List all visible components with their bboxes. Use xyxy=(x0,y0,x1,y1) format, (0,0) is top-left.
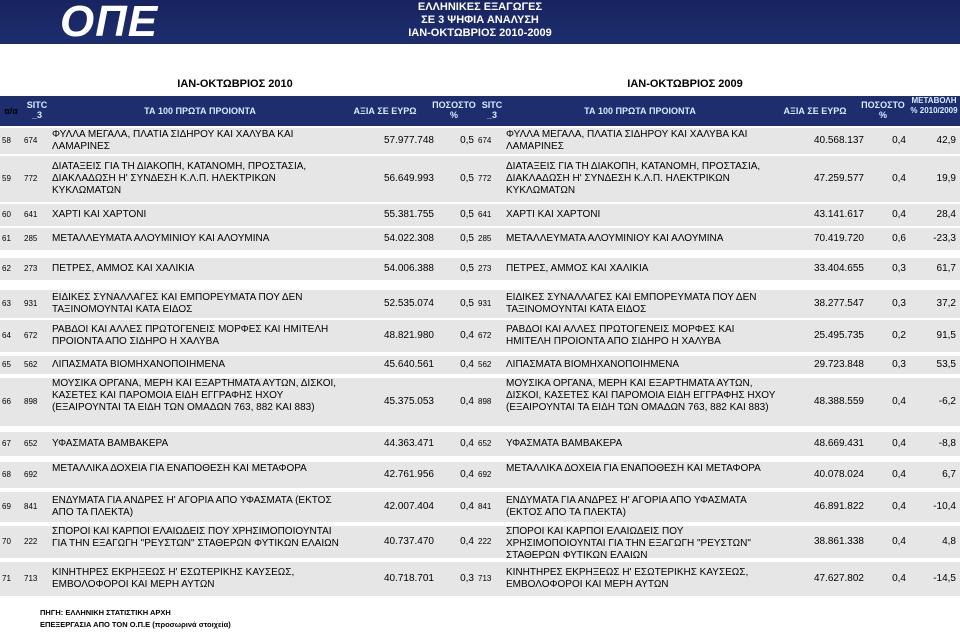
sitc-current-cell: 898 xyxy=(24,397,38,406)
value-previous-cell: 48.669.431 xyxy=(813,438,864,449)
product-current-cell: ΜΕΤΑΛΛΙΚΑ ΔΟΧΕΙΑ ΓΙΑ ΕΝΑΠΟΘΕΣΗ ΚΑΙ ΜΕΤΑΦΟΡΑ xyxy=(52,463,307,474)
sitc-current-cell: 222 xyxy=(24,537,38,546)
sitc-previous-cell: 898 xyxy=(478,397,492,406)
period-current-heading: ΙΑΝ-ΟΚΤΩΒΡΙΟΣ 2010 xyxy=(177,78,293,90)
product-current-cell: ΦΥΛΛΑ ΜΕΓΑΛΑ, ΠΛΑΤΙΑ ΣΙΔΗΡΟΥ ΚΑΙ ΧΑΛΥΒΑ ΚΑΙ ΛΑΜΑΡΙΝΕΣ xyxy=(52,129,294,152)
col-products-current: ΤΑ 100 ΠΡΩΤΑ ΠΡΟΙΟΝΤΑ xyxy=(144,106,256,116)
source-note: ΠΗΓΗ: ΕΛΛΗΝΙΚΗ ΣΤΑΤΙΣΤΙΚΗ ΑΡΧΗ xyxy=(40,608,171,617)
share-previous-cell: 0,3 xyxy=(892,263,906,274)
rank-cell: 70 xyxy=(2,537,11,546)
rank-cell: 71 xyxy=(2,574,11,583)
product-current-cell: ΕΝΔΥΜΑΤΑ ΓΙΑ ΑΝΔΡΕΣ Η' ΑΓΟΡΙΑ ΑΠΟ ΥΦΑΣΜΑΤΑ (ΕΚΤΟΣ ΑΠΟ ΤΑ ΠΛΕΚΤΑ) xyxy=(52,495,332,518)
rank-cell: 67 xyxy=(2,439,11,448)
value-current-cell: 42.007.404 xyxy=(383,501,434,512)
value-current-cell: 45.640.561 xyxy=(383,359,434,370)
change-cell: 28,4 xyxy=(936,209,956,220)
col-value-current: ΑΞΙΑ ΣΕ ΕΥΡΩ xyxy=(353,106,417,116)
change-cell: -14,5 xyxy=(933,573,956,584)
sitc-previous-cell: 692 xyxy=(478,470,492,479)
table-row xyxy=(0,258,960,280)
sitc-current-cell: 641 xyxy=(24,210,38,219)
change-cell: 53,5 xyxy=(936,359,956,370)
col-rank: α/α xyxy=(4,106,18,116)
change-cell: 42,9 xyxy=(936,135,956,146)
value-current-cell: 54.006.388 xyxy=(383,263,434,274)
product-previous-cell: ΜΕΤΑΛΛΕΥΜΑΤΑ ΑΛΟΥΜΙΝΙΟΥ ΚΑΙ ΑΛΟΥΜΙΝΑ xyxy=(506,233,724,244)
table-row xyxy=(0,204,960,226)
value-previous-cell: 70.419.720 xyxy=(813,233,864,244)
value-previous-cell: 29.723.848 xyxy=(813,359,864,370)
report-title: ΕΛΛΗΝΙΚΕΣ ΕΞΑΓΩΓΕΣ xyxy=(417,1,543,13)
share-current-cell: 0,4 xyxy=(460,536,474,547)
product-previous-cell: ΣΠΟΡΟΙ ΚΑΙ ΚΑΡΠΟΙ ΕΛΑΙΩΔΕΙΣ ΠΟΥ ΧΡΗΣΙΜΟΠΟΙΟΥΝΤΑΙ ΓΙΑ ΤΗΝ ΕΞΑΓΩΓΗ "ΡΕΥΣΤΩΝ" ΣΤΑΘΕΡΩΝ ΦΥΤΙΚΩΝ ΕΛΑΙΩΝ xyxy=(506,526,751,561)
share-previous-cell: 0,3 xyxy=(892,359,906,370)
rank-cell: 65 xyxy=(2,360,11,369)
table-row xyxy=(0,462,960,488)
product-current-cell: ΧΑΡΤΙ ΚΑΙ ΧΑΡΤΟΝΙ xyxy=(52,209,147,220)
value-previous-cell: 25.495.735 xyxy=(813,330,864,341)
processing-note: ΕΠΕΞΕΡΓΑΣΙΑ ΑΠΟ ΤΟΝ Ο.Π.Ε (προσωρινά στοιχεία) xyxy=(40,620,231,629)
col-share-current: ΠΟΣΟΣΤΟ % xyxy=(432,100,476,120)
share-previous-cell: 0,4 xyxy=(892,469,906,480)
value-current-cell: 57.977.748 xyxy=(383,135,434,146)
sitc-current-cell: 931 xyxy=(24,299,38,308)
change-cell: -23,3 xyxy=(933,233,956,244)
value-current-cell: 55.381.755 xyxy=(383,209,434,220)
share-previous-cell: 0,4 xyxy=(892,396,906,407)
col-sitc-previous: SITC _3 xyxy=(481,100,503,120)
change-cell: -8,8 xyxy=(938,438,956,449)
table-row xyxy=(0,562,960,596)
report-subtitle: ΣΕ 3 ΨΗΦΙΑ ΑΝΑΛΥΣΗ xyxy=(421,14,539,26)
share-previous-cell: 0,4 xyxy=(892,573,906,584)
value-current-cell: 48.821.980 xyxy=(383,330,434,341)
sitc-current-cell: 692 xyxy=(24,470,38,479)
rank-cell: 62 xyxy=(2,264,11,273)
value-current-cell: 40.718.701 xyxy=(383,573,434,584)
value-previous-cell: 33.404.655 xyxy=(813,263,864,274)
share-current-cell: 0,5 xyxy=(460,233,474,244)
value-previous-cell: 43.141.617 xyxy=(813,209,864,220)
table-row xyxy=(0,156,960,202)
share-current-cell: 0,5 xyxy=(460,263,474,274)
product-current-cell: ΔΙΑΤΑΞΕΙΣ ΓΙΑ ΤΗ ΔΙΑΚΟΠΗ, ΚΑΤΑΝΟΜΗ, ΠΡΟΣΤΑΣΙΑ, ΔΙΑΚΛΑΔΩΣΗ Η' ΣΥΝΔΕΣΗ Κ.Λ.Π. ΗΛΕΚΤΡΙΚΩΝ ΚΥΚΛΩΜΑΤΩΝ xyxy=(52,161,307,196)
sitc-previous-cell: 841 xyxy=(478,502,492,511)
sitc-current-cell: 674 xyxy=(24,136,38,145)
value-current-cell: 56.649.993 xyxy=(383,173,434,184)
col-change: ΜΕΤΑΒΟΛΗ % 2010/2009 xyxy=(910,96,958,115)
product-previous-cell: ΥΦΑΣΜΑΤΑ ΒΑΜΒΑΚΕΡΑ xyxy=(506,438,623,449)
sitc-current-cell: 652 xyxy=(24,439,38,448)
table-row xyxy=(0,228,960,250)
change-cell: 19,9 xyxy=(936,173,956,184)
product-previous-cell: ΚΙΝΗΤΗΡΕΣ ΕΚΡΗΞΕΩΣ Η' ΕΣΩΤΕΡΙΚΗΣ ΚΑΥΣΕΩΣ, ΕΜΒΟΛΟΦΟΡΟΙ ΚΑΙ ΜΕΡΗ ΑΥΤΩΝ xyxy=(506,567,749,590)
product-current-cell: ΠΕΤΡΕΣ, ΑΜΜΟΣ ΚΑΙ ΧΑΛΙΚΙΑ xyxy=(52,263,195,274)
product-current-cell: ΕΙΔΙΚΕΣ ΣΥΝΑΛΛΑΓΕΣ ΚΑΙ ΕΜΠΟΡΕΥΜΑΤΑ ΠΟΥ ΔΕΝ ΤΑΞΙΝΟΜΟΥΝΤΑΙ ΚΑΤΑ ΕΙΔΟΣ xyxy=(52,292,303,315)
value-previous-cell: 46.891.822 xyxy=(813,501,864,512)
sitc-previous-cell: 772 xyxy=(478,174,492,183)
share-current-cell: 0,4 xyxy=(460,396,474,407)
value-current-cell: 42.761.956 xyxy=(383,469,434,480)
share-previous-cell: 0,4 xyxy=(892,438,906,449)
product-current-cell: ΣΠΟΡΟΙ ΚΑΙ ΚΑΡΠΟΙ ΕΛΑΙΩΔΕΙΣ ΠΟΥ ΧΡΗΣΙΜΟΠΟΙΟΥΝΤΑΙ ΓΙΑ ΤΗΝ ΕΞΑΓΩΓΗ "ΡΕΥΣΤΩΝ" ΣΤΑΘΕΡΩΝ ΦΥΤΙΚΩΝ ΕΛΑΙΩΝ xyxy=(52,526,339,549)
product-previous-cell: ΕΝΔΥΜΑΤΑ ΓΙΑ ΑΝΔΡΕΣ Η' ΑΓΟΡΙΑ ΑΠΟ ΥΦΑΣΜΑΤΑ (ΕΚΤΟΣ ΑΠΟ ΤΑ ΠΛΕΚΤΑ) xyxy=(506,495,747,518)
value-previous-cell: 40.078.024 xyxy=(813,469,864,480)
share-previous-cell: 0,6 xyxy=(892,233,906,244)
sitc-current-cell: 285 xyxy=(24,234,38,243)
table-row xyxy=(0,320,960,352)
value-previous-cell: 47.259.577 xyxy=(813,173,864,184)
share-previous-cell: 0,4 xyxy=(892,209,906,220)
sitc-previous-cell: 672 xyxy=(478,331,492,340)
product-previous-cell: ΜΟΥΣΙΚΑ ΟΡΓΑΝΑ, ΜΕΡΗ ΚΑΙ ΕΞΑΡΤΗΜΑΤΑ ΑΥΤΩΝ, ΔΙΣΚΟΙ, ΚΑΣΕΤΕΣ ΚΑΙ ΠΑΡΟΜΟΙΑ ΕΙΔΗ ΕΓΓΡΑΦΗΣ ΗΧΟΥ (ΕΞΑΙΡΟΥΝΤΑΙ ΤΑ ΕΙΔΗ ΤΩΝ ΟΜΑΔΩΝ 763, 882 ΚΑΙ 883) xyxy=(506,378,776,413)
sitc-previous-cell: 652 xyxy=(478,439,492,448)
report-period: ΙΑΝ-ΟΚΤΩΒΡΙΟΣ 2010-2009 xyxy=(408,27,552,39)
col-products-previous: ΤΑ 100 ΠΡΩΤΑ ΠΡΟΙΟΝΤΑ xyxy=(584,106,696,116)
value-current-cell: 54.022.308 xyxy=(383,233,434,244)
sitc-previous-cell: 641 xyxy=(478,210,492,219)
change-cell: 61,7 xyxy=(936,263,956,274)
table-row xyxy=(0,492,960,522)
share-current-cell: 0,5 xyxy=(460,209,474,220)
share-current-cell: 0,5 xyxy=(460,173,474,184)
share-previous-cell: 0,4 xyxy=(892,536,906,547)
value-current-cell: 45.375.053 xyxy=(383,396,434,407)
product-previous-cell: ΧΑΡΤΙ ΚΑΙ ΧΑΡΤΟΝΙ xyxy=(506,209,601,220)
product-previous-cell: ΕΙΔΙΚΕΣ ΣΥΝΑΛΛΑΓΕΣ ΚΑΙ ΕΜΠΟΡΕΥΜΑΤΑ ΠΟΥ ΔΕΝ ΤΑΞΙΝΟΜΟΥΝΤΑΙ ΚΑΤΑ ΕΙΔΟΣ xyxy=(506,292,757,315)
rank-cell: 69 xyxy=(2,502,11,511)
share-current-cell: 0,5 xyxy=(460,298,474,309)
rank-cell: 59 xyxy=(2,174,11,183)
product-previous-cell: ΡΑΒΔΟΙ ΚΑΙ ΑΛΛΕΣ ΠΡΩΤΟΓΕΝΕΙΣ ΜΟΡΦΕΣ ΚΑΙ ΗΜΙΤΕΛΗ ΠΡΟΙΟΝΤΑ ΑΠΟ ΣΙΔΗΡΟ Η ΧΑΛΥΒΑ xyxy=(506,324,735,347)
sitc-current-cell: 772 xyxy=(24,174,38,183)
product-current-cell: ΜΟΥΣΙΚΑ ΟΡΓΑΝΑ, ΜΕΡΗ ΚΑΙ ΕΞΑΡΤΗΜΑΤΑ ΑΥΤΩΝ, ΔΙΣΚΟΙ, ΚΑΣΕΤΕΣ ΚΑΙ ΠΑΡΟΜΟΙΑ ΕΙΔΗ ΕΓΓΡΑΦΗΣ ΗΧΟΥ (ΕΞΑΙΡΟΥΝΤΑΙ ΤΑ ΕΙΔΗ ΤΩΝ ΟΜΑΔΩΝ 763, 882 ΚΑΙ 883) xyxy=(52,378,337,413)
share-current-cell: 0,4 xyxy=(460,501,474,512)
rank-cell: 61 xyxy=(2,234,11,243)
rank-cell: 68 xyxy=(2,470,11,479)
sitc-current-cell: 562 xyxy=(24,360,38,369)
change-cell: -6,2 xyxy=(938,396,956,407)
product-previous-cell: ΦΥΛΛΑ ΜΕΓΑΛΑ, ΠΛΑΤΙΑ ΣΙΔΗΡΟΥ ΚΑΙ ΧΑΛΥΒΑ ΚΑΙ ΛΑΜΑΡΙΝΕΣ xyxy=(506,129,748,152)
change-cell: 6,7 xyxy=(942,469,956,480)
sitc-previous-cell: 285 xyxy=(478,234,492,243)
table-row xyxy=(0,378,960,426)
rank-cell: 66 xyxy=(2,397,11,406)
table-row xyxy=(0,356,960,374)
ope-logo: ΟΠΕ xyxy=(60,0,159,46)
sitc-previous-cell: 273 xyxy=(478,264,492,273)
value-previous-cell: 47.627.802 xyxy=(813,573,864,584)
share-current-cell: 0,5 xyxy=(460,135,474,146)
sitc-previous-cell: 713 xyxy=(478,574,492,583)
share-current-cell: 0,4 xyxy=(460,359,474,370)
share-previous-cell: 0,4 xyxy=(892,501,906,512)
table-row xyxy=(0,432,960,456)
change-cell: 91,5 xyxy=(936,330,956,341)
table-row xyxy=(0,290,960,318)
product-previous-cell: ΛΙΠΑΣΜΑΤΑ ΒΙΟΜΗΧΑΝΟΠΟΙΗΜΕΝΑ xyxy=(506,359,680,370)
value-current-cell: 40.737.470 xyxy=(383,536,434,547)
rank-cell: 64 xyxy=(2,331,11,340)
sitc-current-cell: 273 xyxy=(24,264,38,273)
value-previous-cell: 38.277.547 xyxy=(813,298,864,309)
col-value-previous: ΑΞΙΑ ΣΕ ΕΥΡΩ xyxy=(783,106,847,116)
product-previous-cell: ΔΙΑΤΑΞΕΙΣ ΓΙΑ ΤΗ ΔΙΑΚΟΠΗ, ΚΑΤΑΝΟΜΗ, ΠΡΟΣΤΑΣΙΑ, ΔΙΑΚΛΑΔΩΣΗ Η' ΣΥΝΔΕΣΗ Κ.Λ.Π. ΗΛΕΚΤΡΙΚΩΝ ΚΥΚΛΩΜΑΤΩΝ xyxy=(506,161,761,196)
value-current-cell: 44.363.471 xyxy=(383,438,434,449)
rank-cell: 58 xyxy=(2,136,11,145)
rank-cell: 63 xyxy=(2,299,11,308)
table-row xyxy=(0,128,960,154)
product-current-cell: ΛΙΠΑΣΜΑΤΑ ΒΙΟΜΗΧΑΝΟΠΟΙΗΜΕΝΑ xyxy=(52,359,226,370)
sitc-previous-cell: 674 xyxy=(478,136,492,145)
sitc-current-cell: 841 xyxy=(24,502,38,511)
sitc-current-cell: 713 xyxy=(24,574,38,583)
value-previous-cell: 38.861.338 xyxy=(813,536,864,547)
share-current-cell: 0,3 xyxy=(460,573,474,584)
sitc-previous-cell: 931 xyxy=(478,299,492,308)
product-current-cell: ΜΕΤΑΛΛΕΥΜΑΤΑ ΑΛΟΥΜΙΝΙΟΥ ΚΑΙ ΑΛΟΥΜΙΝΑ xyxy=(52,233,270,244)
value-previous-cell: 40.568.137 xyxy=(813,135,864,146)
share-current-cell: 0,4 xyxy=(460,469,474,480)
rank-cell: 60 xyxy=(2,210,11,219)
sitc-previous-cell: 222 xyxy=(478,537,492,546)
product-current-cell: ΡΑΒΔΟΙ ΚΑΙ ΑΛΛΕΣ ΠΡΩΤΟΓΕΝΕΙΣ ΜΟΡΦΕΣ ΚΑΙ ΗΜΙΤΕΛΗ ΠΡΟΙΟΝΤΑ ΑΠΟ ΣΙΔΗΡΟ Η ΧΑΛΥΒΑ xyxy=(52,324,329,347)
value-current-cell: 52.535.074 xyxy=(383,298,434,309)
change-cell: -10,4 xyxy=(933,501,956,512)
product-current-cell: ΥΦΑΣΜΑΤΑ ΒΑΜΒΑΚΕΡΑ xyxy=(52,438,169,449)
product-previous-cell: ΜΕΤΑΛΛΙΚΑ ΔΟΧΕΙΑ ΓΙΑ ΕΝΑΠΟΘΕΣΗ ΚΑΙ ΜΕΤΑΦΟΡΑ xyxy=(506,463,761,474)
table-row xyxy=(0,526,960,561)
share-previous-cell: 0,3 xyxy=(892,298,906,309)
share-current-cell: 0,4 xyxy=(460,330,474,341)
sitc-current-cell: 672 xyxy=(24,331,38,340)
share-current-cell: 0,4 xyxy=(460,438,474,449)
sitc-previous-cell: 562 xyxy=(478,360,492,369)
change-cell: 4,8 xyxy=(942,536,956,547)
col-share-previous: ΠΟΣΟΣΤΟ % xyxy=(861,100,905,120)
change-cell: 37,2 xyxy=(936,298,956,309)
value-previous-cell: 48.388.559 xyxy=(813,396,864,407)
share-previous-cell: 0,2 xyxy=(892,330,906,341)
period-previous-heading: ΙΑΝ-ΟΚΤΩΒΡΙΟΣ 2009 xyxy=(627,78,743,90)
share-previous-cell: 0,4 xyxy=(892,173,906,184)
share-previous-cell: 0,4 xyxy=(892,135,906,146)
product-current-cell: ΚΙΝΗΤΗΡΕΣ ΕΚΡΗΞΕΩΣ Η' ΕΣΩΤΕΡΙΚΗΣ ΚΑΥΣΕΩΣ, ΕΜΒΟΛΟΦΟΡΟΙ ΚΑΙ ΜΕΡΗ ΑΥΤΩΝ xyxy=(52,567,295,590)
product-previous-cell: ΠΕΤΡΕΣ, ΑΜΜΟΣ ΚΑΙ ΧΑΛΙΚΙΑ xyxy=(506,263,649,274)
col-sitc-current: SITC _3 xyxy=(26,100,48,120)
